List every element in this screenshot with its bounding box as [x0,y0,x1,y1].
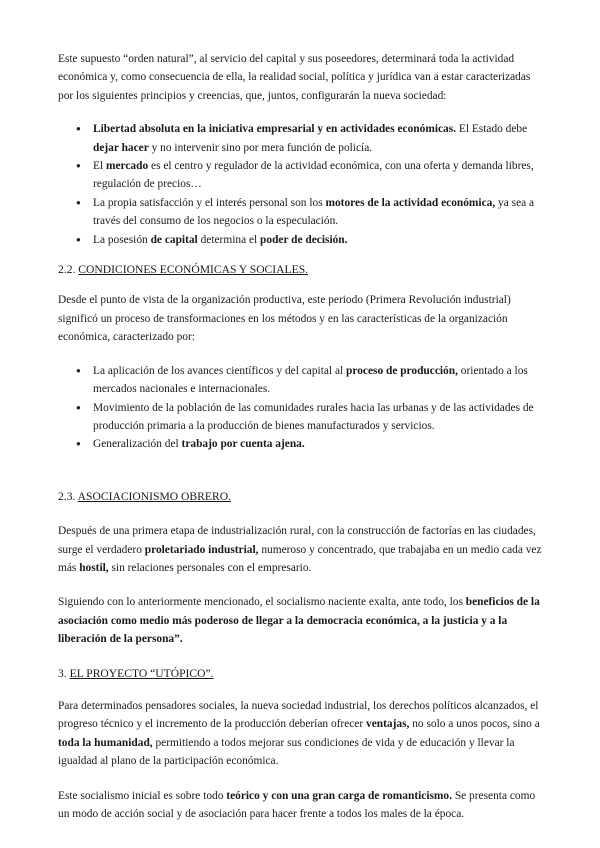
body-paragraph: Siguiendo con lo anteriormente mencionado, el socialismo naciente exalta, ante todo, los beneficios de la asociación como medio más poderoso de llegar a la democracia económica, a la justicia y a la liberación de la persona”. [58,596,540,646]
section-heading [58,488,548,506]
principles-list [58,120,548,249]
section-title: ASOCIACIONISMO OBRERO. [77,489,231,503]
section-title: EL PROYECTO “UTÓPICO”. [69,666,214,680]
list-item: ● Generalización del trabajo por cuenta ajena. [58,435,548,453]
conditions-list [58,362,548,454]
section-number: 2.3. [58,489,76,503]
document-page [58,50,548,823]
list-item: ● Libertad absoluta en la iniciativa empresarial y en actividades económicas. El Estado debe dejar hacer y no intervenir sino por mera función de policía. [58,120,548,157]
list-item: ● La posesión de capital determina el poder de decisión. [58,231,548,249]
section-heading [58,261,548,279]
body-paragraph: Después de una primera etapa de industrialización rural, con la construcción de factorías en las ciudades, surge el verdadero proletariado industrial, numeroso y concentrado, que trabajaba en un medio cada vez más hostil, sin relaciones personales con el empresario. [58,525,542,574]
list-item: ● El mercado es el centro y regulador de la actividad económica, con una oferta y demanda libres, regulación de precios… [58,157,548,194]
list-item: ● Movimiento de la población de las comunidades rurales hacia las urbanas y de las actividades de producción primaria a la producción de bienes manufacturados y servicios. [58,399,548,436]
intro-paragraph: Este supuesto “orden natural”, al servicio del capital y sus poseedores, determinará toda la actividad económica y, como consecuencia de ella, la realidad social, política y jurídica van a estar caracterizadas por los siguientes principios y creencias, que, juntos, configurarán la nueva sociedad: [58,53,531,102]
section-number: 2.2. [58,263,76,277]
body-paragraph: Desde el punto de vista de la organización productiva, este periodo (Primera Revolución industrial) significó un proceso de transformaciones en los métodos y en las características de la organización económica, caracterizado por: [58,294,511,344]
section-heading [58,665,548,683]
body-paragraph: Para determinados pensadores sociales, la nueva sociedad industrial, los derechos políticos alcanzados, el progreso técnico y el incremento de la producción deberían ofrecer ventajas, no solo a unos pocos, sino a toda la humanidad, permitiendo a todos mejorar sus condiciones de vida y de educación y llevar la igualdad al plano de la participación económica. [58,699,540,768]
section-number: 3. [58,666,67,680]
list-item: ● La aplicación de los avances científicos y del capital al proceso de producción, orientado a los mercados nacionales e internacionales. [58,362,548,399]
list-item: ● La propia satisfacción y el interés personal son los motores de la actividad económica, ya sea a través del consumo de los negocios o la especulación. [58,194,548,231]
section-title: CONDICIONES ECONÓMICAS Y SOCIALES. [78,263,309,277]
body-paragraph: Este socialismo inicial es sobre todo teórico y con una gran carga de romanticismo. Se presenta como un modo de acción social y de asociación para hacer frente a todos los males de la época. [58,789,536,820]
